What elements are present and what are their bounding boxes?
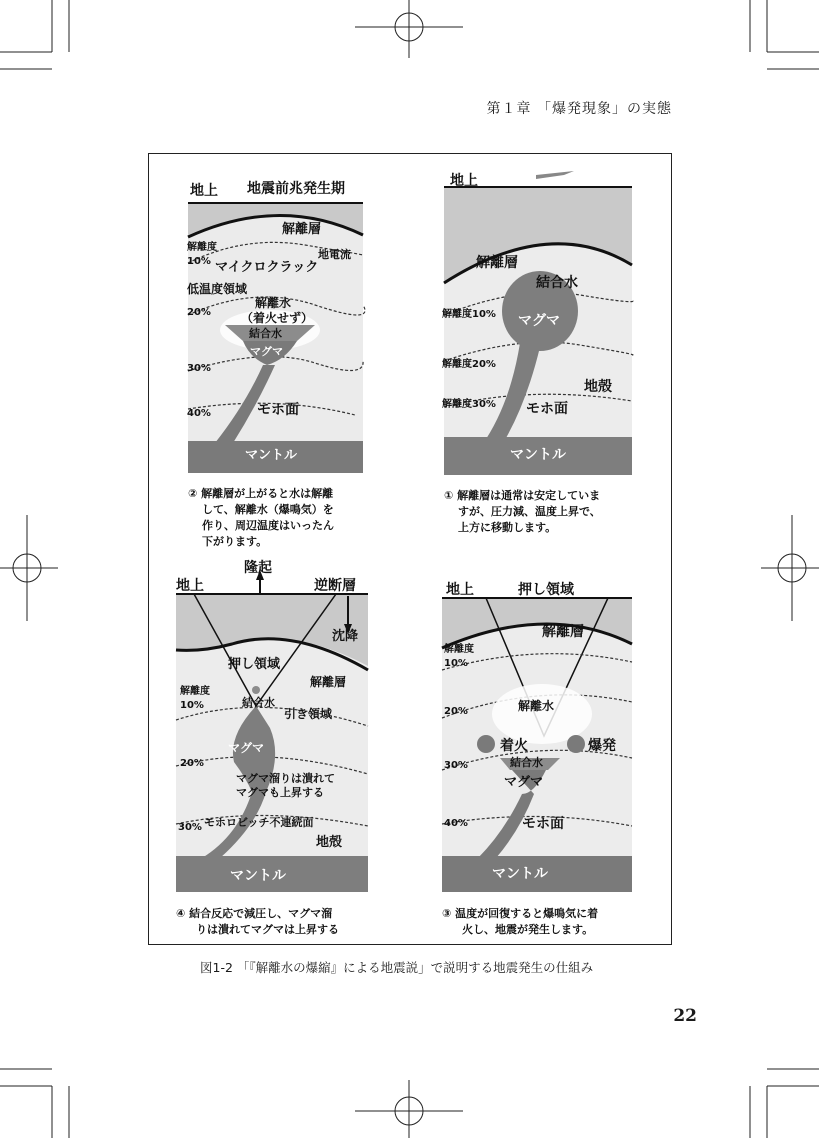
- p2-pct40: 40%: [187, 408, 211, 419]
- p2-moho: モホ面: [257, 402, 299, 418]
- p3-bound-water: 結合水: [510, 756, 543, 769]
- p2-note-line-3: 作り、周辺温度はいったん: [202, 519, 334, 532]
- p2-mantle: マントル: [245, 448, 298, 463]
- p3-pct20: 20%: [444, 706, 468, 717]
- p4-note-num: ④: [176, 907, 186, 920]
- p1-ground: 地上: [450, 173, 478, 189]
- p2-ground: 地上: [190, 183, 218, 199]
- p3-dissociation-label: 解離度: [444, 644, 474, 655]
- p1-note: [444, 488, 601, 536]
- p3-explosion: 爆発: [588, 738, 616, 754]
- p2-note-line-2: して、解離水（爆鳴気）を: [202, 503, 334, 516]
- running-header: 第１章 「爆発現象」の実態: [486, 101, 672, 117]
- p4-crust: 地殻: [316, 835, 343, 850]
- p2-note-num: ②: [188, 487, 198, 500]
- p4-pct20: 20%: [180, 758, 204, 769]
- p3-dissoc-water: 解離水: [518, 699, 555, 713]
- p3-ground: 地上: [446, 582, 474, 598]
- p3-pct40: 40%: [444, 818, 468, 829]
- p2-not-ignited: （着火せず）: [241, 311, 314, 325]
- p1-magma: マグマ: [518, 313, 560, 329]
- p1-bound-water: 結合水: [536, 275, 578, 291]
- p3-pct10: 10%: [444, 658, 468, 669]
- p3-mantle: マントル: [492, 866, 548, 882]
- figure-caption: 図1-2 「『解離水の爆縮』による地震説」で説明する地震発生の仕組み: [200, 960, 594, 975]
- p1-deg10: 解離度10%: [442, 309, 496, 320]
- p1-mantle: マントル: [510, 447, 566, 463]
- p4-pct30: 30%: [178, 822, 202, 833]
- p1-note-line-3: 上方に移動します。: [458, 521, 557, 534]
- p1-deg30: 解離度30%: [442, 399, 496, 410]
- p1-note-line-2: すが、圧力減、温度上昇で、: [458, 505, 601, 518]
- p2-pct30: 30%: [187, 363, 211, 374]
- p2-note-line-4: 下がります。: [202, 535, 268, 548]
- p2-title: 地震前兆発生期: [247, 181, 345, 197]
- p3-moho: モホ面: [522, 816, 564, 832]
- p3-pct30: 30%: [444, 760, 468, 771]
- p4-uplift: 隆起: [244, 560, 272, 576]
- p4-note-line-2: りは潰れてマグマは上昇する: [196, 923, 339, 936]
- p2-dissociation-label: 解離度: [187, 242, 217, 253]
- p1-crust: 地殻: [584, 379, 612, 395]
- p1-moho: モホ面: [526, 401, 568, 417]
- p4-reverse-fault: 逆断層: [314, 578, 356, 594]
- p1-note-num: ①: [444, 489, 454, 502]
- p4-subsidence: 沈降: [332, 629, 359, 644]
- p2-dissociation-layer: 解離層: [282, 222, 322, 237]
- p4-collapse-l2: マグマも上昇する: [236, 786, 324, 799]
- p2-note: [188, 486, 334, 550]
- p4-pull-region: 引き領域: [284, 707, 333, 721]
- p4-push-region: 押し領域: [228, 657, 281, 672]
- p4-bound-water: 結合水: [242, 696, 275, 709]
- p4-ground: 地上: [176, 578, 204, 594]
- p2-note-line-1: 解離層が上がると水は解離: [201, 487, 334, 500]
- p2-dissoc-water: 解離水: [255, 296, 292, 310]
- p2-pct10: 10%: [187, 256, 211, 267]
- p2-microcrack: マイクロクラック: [215, 260, 319, 275]
- p3-dissociation-layer: 解離層: [542, 624, 584, 640]
- p4-dissociation-layer: 解離層: [310, 675, 347, 689]
- p4-note-line-1: 結合反応で減圧し、マグマ溜: [189, 907, 333, 920]
- diagram-panel-1: [440, 165, 636, 480]
- p4-collapse-l1: マグマ溜りは潰れて: [236, 772, 335, 785]
- p3-note-line-2: 火し、地震が発生します。: [462, 923, 594, 936]
- p1-deg20: 解離度20%: [442, 359, 496, 370]
- p2-magma: マグマ: [250, 345, 283, 358]
- diagram-panel-4: [172, 556, 372, 898]
- p2-telluric: 地電流: [318, 248, 351, 261]
- p4-mantle: マントル: [230, 868, 286, 884]
- p4-pct10: 10%: [180, 700, 204, 711]
- p3-push-region: 押し領域: [518, 582, 574, 598]
- p3-note-line-1: 温度が回復すると爆鳴気に着: [455, 907, 599, 920]
- p3-note: [442, 906, 598, 938]
- p4-moho-disc: モホロビッチ不連続面: [204, 816, 314, 829]
- p3-note-num: ③: [442, 907, 452, 920]
- page-number: 22: [673, 1006, 697, 1026]
- p4-magma: マグマ: [228, 741, 265, 755]
- diagram-panel-2: [185, 175, 367, 477]
- p3-ignition: 着火: [500, 738, 528, 754]
- p1-dissociation-layer: 解離層: [476, 255, 518, 271]
- p3-magma: マグマ: [504, 775, 544, 790]
- p4-dissociation-label: 解離度: [180, 686, 210, 697]
- diagram-panel-3: [438, 572, 636, 898]
- p4-note: [176, 906, 339, 938]
- p2-pct20: 20%: [187, 307, 211, 318]
- p1-note-line-1: 解離層は通常は安定していま: [457, 489, 601, 502]
- p2-low-temp: 低温度領域: [187, 282, 248, 296]
- p2-bound-water: 結合水: [249, 327, 282, 340]
